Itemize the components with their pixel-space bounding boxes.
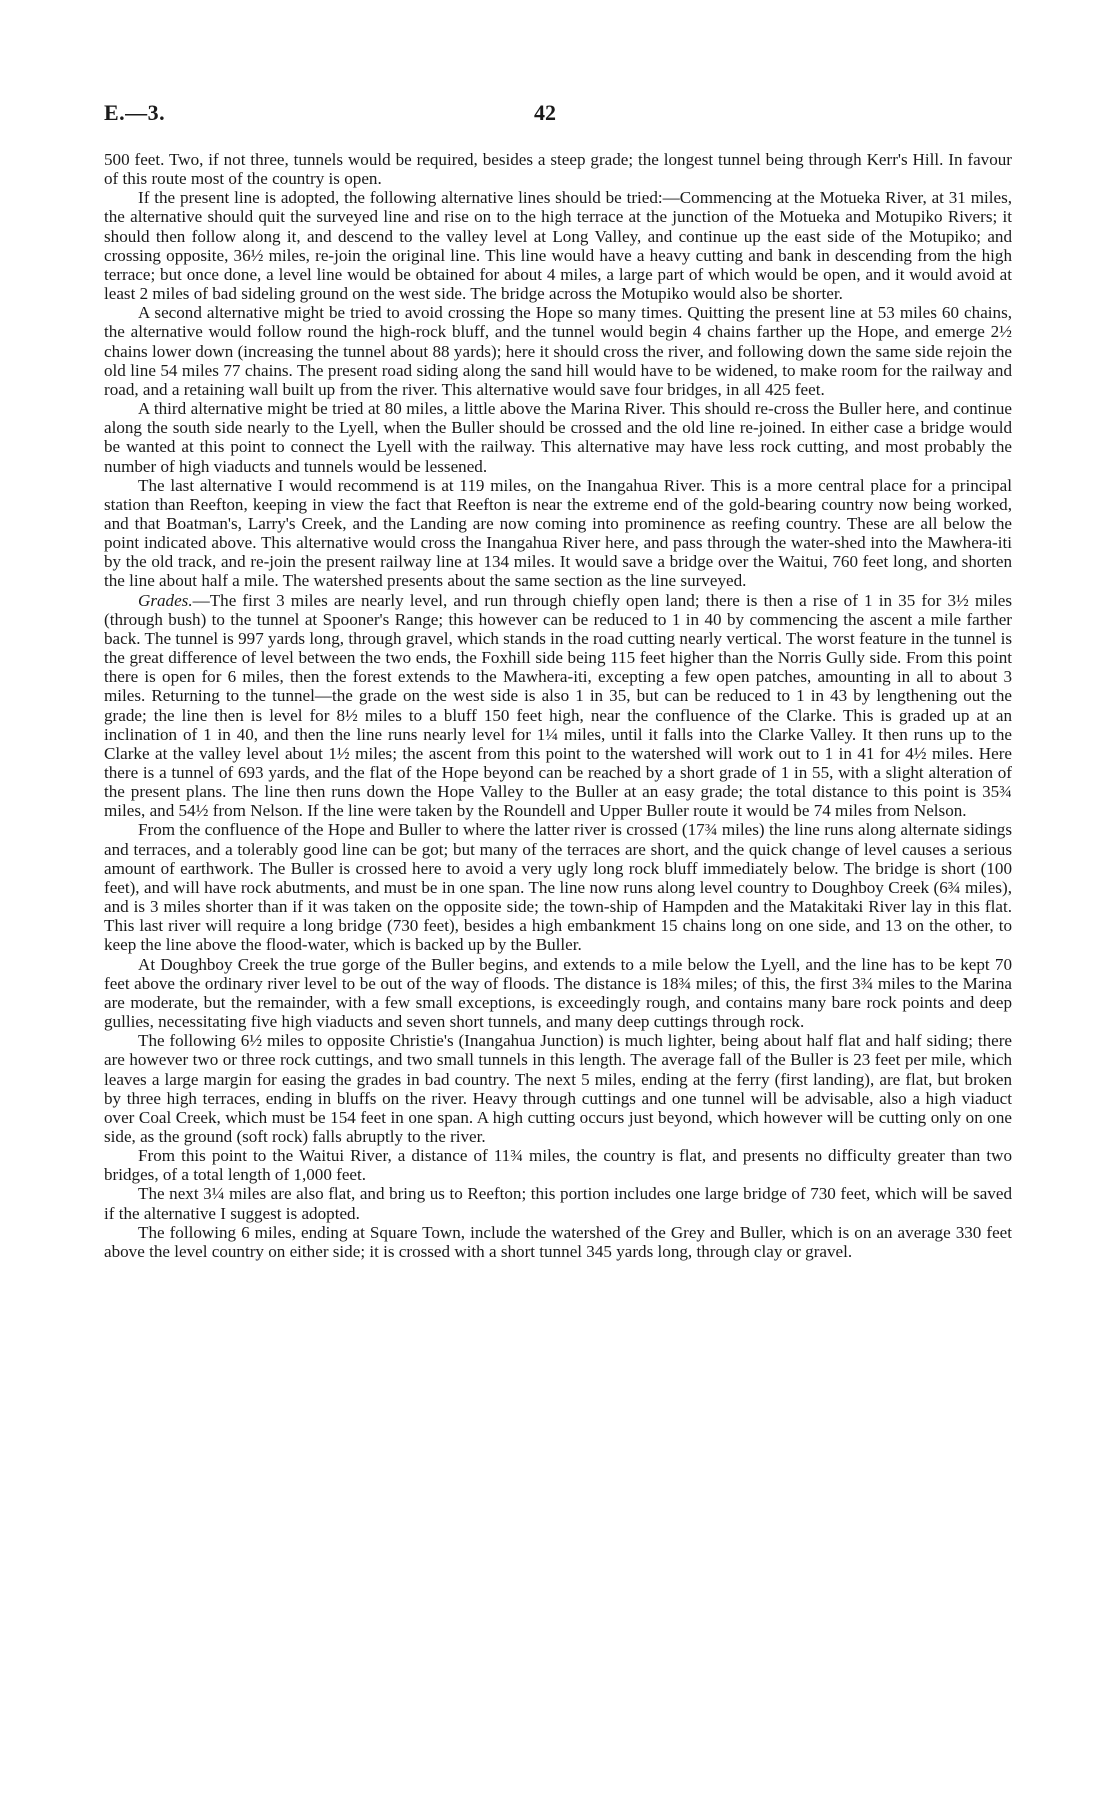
paragraph-text: If the present line is adopted, the following alternative lines should be tried:—Commencing at the Motueka River, at 31 miles, the alternative should quit the surveyed line and rise on to the high terrace at the junction of the Motueka and Motupiko Rivers; it should then follow along it, and descend to the valley level at Long Valley, and continue up the east side of the Motupiko; and crossing opposite, 36½ miles, re-join the original line. This line would have a heavy cutting and bank in descending from the high terrace; but once done, a level line would be obtained for about 4 miles, a large part of which would be open, and it would avoid at least 2 miles of bad sideling ground on the west side. The bridge across the Motupiko would also be shorter. bbox=[104, 188, 1012, 304]
paragraph bbox=[104, 1184, 1012, 1222]
paragraph-text: From the confluence of the Hope and Buller to where the latter river is crossed (17¾ miles) the line runs along alternate sidings and terraces, and a tolerably good line can be got; but many of the terraces are short, and the quick change of level causes a serious amount of earthwork. The Buller is crossed here to avoid a very ugly long rock bluff immediately below. The bridge is short (100 feet), and will have rock abutments, and must be in one span. The line now runs along level country to Doughboy Creek (6¾ miles), and is 3 miles shorter than if it was taken on the opposite side; the town-ship of Hampden and the Matakitaki River lay in this flat. This last river will require a long bridge (730 feet), besides a high embankment 15 chains long on one side, and 13 on the other, to keep the line above the flood-water, which is backed up by the Buller. bbox=[104, 820, 1012, 955]
document-code: E.—3. bbox=[104, 100, 166, 125]
paragraph bbox=[104, 399, 1012, 476]
paragraph bbox=[104, 820, 1012, 954]
page-number: 42 bbox=[534, 100, 556, 125]
paragraph-text: The last alternative I would recommend is at 119 miles, on the Inangahua River. This is a more central place for a principal station than Reefton, keeping in view the fact that Reefton is near the extreme end of the gold-bearing country now being worked, and that Boatman's, Larry's Creek, and the Landing are now coming into prominence as reefing country. These are all below the point indicated above. This alternative would cross the Inangahua River here, and pass through the water-shed into the Mawhera-iti by the old track, and re-join the present railway line at 134 miles. It would save a bridge over the Waitui, 760 feet long, and shorten the line about half a mile. The watershed presents about the same section as the line surveyed. bbox=[104, 475, 1012, 591]
paragraph bbox=[104, 476, 1012, 591]
paragraph bbox=[104, 591, 1012, 821]
paragraph-text: The following 6½ miles to opposite Christie's (Inangahua Junction) is much lighter, being about half flat and half siding; there are however two or three rock cuttings, and two small tunnels in this length. The average fall of the Buller is 23 feet per mile, which leaves a large margin for easing the grades in bad country. The next 5 miles, ending at the ferry (first landing), are flat, but broken by three high terraces, ending in bluffs on the river. Heavy through cuttings and one tunnel will be advisable, also a high viaduct over Coal Creek, which must be 154 feet in one span. A high cutting occurs just beyond, which however will be cutting only on one side, as the ground (soft rock) falls abruptly to the river. bbox=[104, 1031, 1012, 1146]
body-text bbox=[104, 150, 1012, 1261]
paragraph bbox=[104, 1146, 1012, 1184]
paragraph bbox=[104, 1223, 1012, 1261]
paragraph bbox=[104, 188, 1012, 303]
paragraph-text: A second alternative might be tried to avoid crossing the Hope so many times. Quitting the present line at 53 miles 60 chains, the alternative would follow round the high-rock bluff, and the tunnel would begin 4 chains farther up the Hope, and emerge 2½ chains lower down (increasing the tunnel about 88 yards); here it should cross the river, and following down the same side rejoin the old line 54 miles 77 chains. The present road siding along the sand hill would have to be widened, to make room for the railway and road, and a retaining wall built up from the river. This alternative would save four bridges, in all 425 feet. bbox=[104, 303, 1012, 399]
paragraph bbox=[104, 150, 1012, 188]
page-header bbox=[104, 100, 1014, 130]
paragraph bbox=[104, 955, 1012, 1032]
paragraph bbox=[104, 303, 1012, 399]
paragraph-text: —The first 3 miles are nearly level, and run through chiefly open land; there is then a rise of 1 in 35 for 3½ miles (through bush) to the tunnel at Spooner's Range; this however can be reduced to 1 in 40 by commencing the ascent a mile farther back. The tunnel is 997 yards long, through gravel, which stands in the road cutting nearly vertical. The worst feature in the tunnel is the great difference of level between the two ends, the Foxhill side being 115 feet higher than the Norris Gully side. From this point there is open for 6 miles, then the forest extends to the Mawhera-iti, excepting a few open patches, amounting in all to about 3 miles. Returning to the tunnel—the grade on the west side is also 1 in 35, but can be reduced to 1 in 43 by lengthening out the grade; the line then is level for 8½ miles to a bluff 150 feet high, near the confluence of the Clarke. This is graded up at an inclination of 1 in 40, and then the line runs nearly level for 1¼ miles, until it falls into the Clarke Valley. It then runs up to the Clarke at the valley level about 1½ miles; the ascent from this point to the watershed will work out to 1 in 41 for 4½ miles. Here there is a tunnel of 693 yards, and the flat of the Hope beyond can be reached by a short grade of 1 in 55, with a slight alteration of the present plans. The line then runs down the Hope Valley to the Buller at an easy grade; the total distance to this point is 35¾ miles, and 54½ from Nelson. If the line were taken by the Roundell and Upper Buller route it would be 74 miles from Nelson. bbox=[104, 590, 1012, 821]
paragraph-text: A third alternative might be tried at 80 miles, a little above the Marina River. This should re-cross the Buller here, and continue along the south side nearly to the Lyell, when the Buller should be crossed and the old line re-joined. In either case a bridge would be wanted at this point to connect the Lyell with the railway. This alternative may have less rock cutting, and most probably the number of high viaducts and tunnels would be lessened. bbox=[104, 399, 1012, 476]
paragraph-text: The next 3¼ miles are also flat, and bring us to Reefton; this portion includes one large bridge of 730 feet, which will be saved if the alternative I suggest is adopted. bbox=[104, 1184, 1012, 1223]
paragraph bbox=[104, 1031, 1012, 1146]
paragraph-text: 500 feet. Two, if not three, tunnels would be required, besides a steep grade; the longest tunnel being through Kerr's Hill. In favour of this route most of the country is open. bbox=[104, 150, 1012, 189]
paragraph-text: At Doughboy Creek the true gorge of the Buller begins, and extends to a mile below the Lyell, and the line has to be kept 70 feet above the ordinary river level to be out of the way of floods. The distance is 18¾ miles; of this, the first 3¾ miles to the Marina are moderate, but the remainder, with a few small exceptions, is exceedingly rough, and contains many bare rock points and deep gullies, necessitating five high viaducts and seven short tunnels, and many deep cuttings through rock. bbox=[104, 954, 1012, 1032]
section-lead: Grades. bbox=[138, 590, 193, 610]
paragraph-text: The following 6 miles, ending at Square Town, include the watershed of the Grey and Buller, which is on an average 330 feet above the level country on either side; it is crossed with a short tunnel 345 yards long, through clay or gravel. bbox=[104, 1222, 1012, 1261]
paragraph-text: From this point to the Waitui River, a distance of 11¾ miles, the country is flat, and presents no difficulty greater than two bridges, of a total length of 1,000 feet. bbox=[104, 1146, 1012, 1185]
